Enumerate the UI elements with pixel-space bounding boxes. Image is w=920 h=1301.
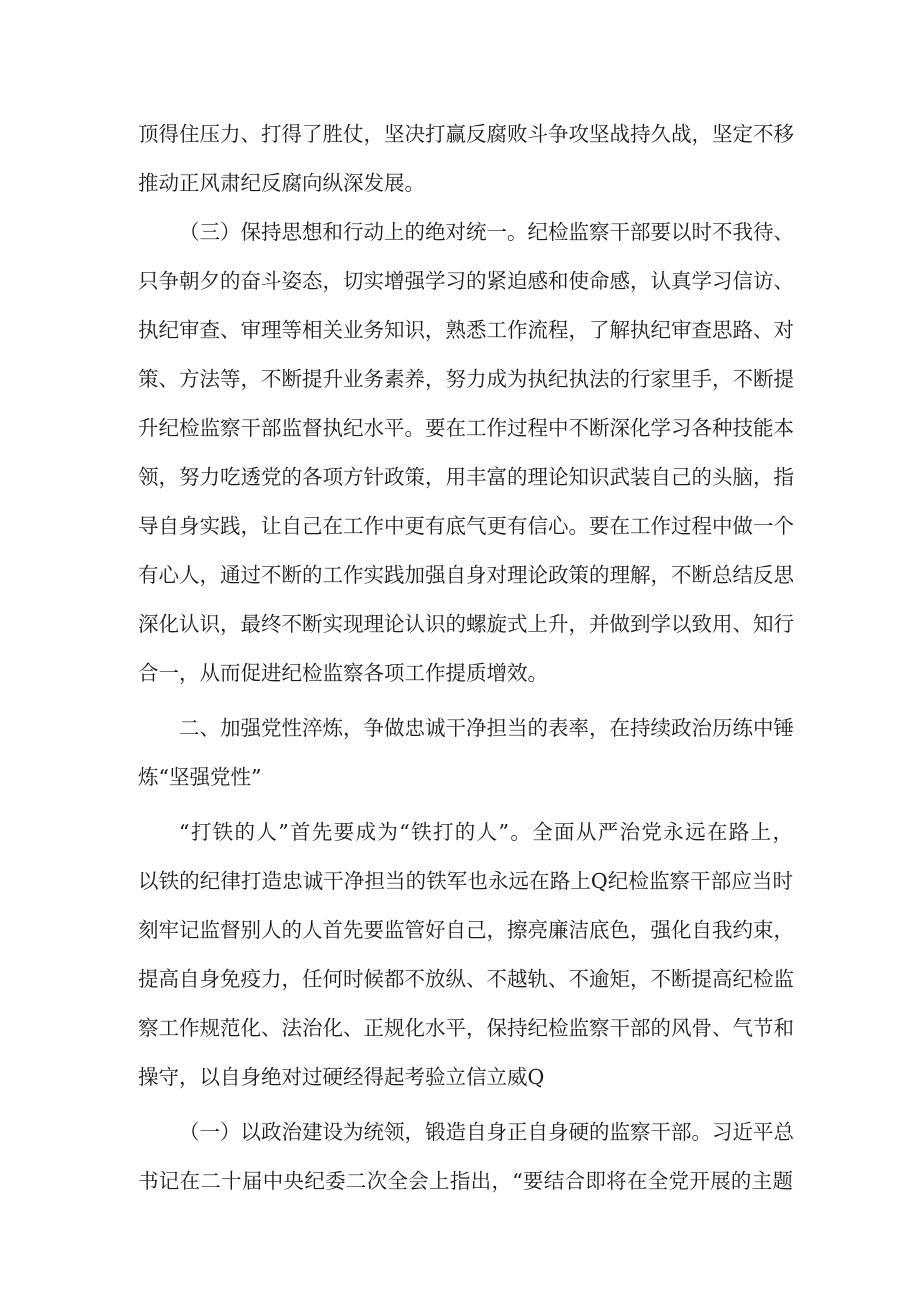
paragraph-line: 顶得住压力、打得了胜仗，坚决打赢反腐败斗争攻坚战持久战，坚定不移 <box>138 122 794 146</box>
paragraph-line: 推动正风肃纪反腐向纵深发展。 <box>138 171 425 195</box>
paragraph-line: 刻牢记监督别人的人首先要监管好自己，擦亮廉洁底色，强化自我约束， <box>138 918 794 942</box>
paragraph-line: 操守，以自身绝对过硬经得起考验立信立威Q <box>138 1065 545 1089</box>
section-heading-line: （三）保持思想和行动上的绝对统一。纪检监察干部要以时不我待、 <box>179 220 794 244</box>
paragraph-line: 深化认识，最终不断实现理论认识的螺旋式上升，并做到学以致用、知行 <box>138 612 794 636</box>
paragraph-line: 以铁的纪律打造忠诚干净担当的铁军也永远在路上Q纪检监察干部应当时 <box>138 869 793 893</box>
chapter-heading-line: 炼“坚强党性” <box>138 765 262 789</box>
paragraph-line: 领，努力吃透党的各项方针政策，用丰富的理论知识武装自己的头脑，指 <box>138 465 794 489</box>
paragraph-line: 策、方法等，不断提升业务素养，努力成为执纪执法的行家里手，不断提 <box>138 367 794 391</box>
chapter-heading-line: 二、加强党性淬炼，争做忠诚干净担当的表率，在持续政治历练中锤 <box>179 716 794 740</box>
paragraph-line: 导自身实践，让自己在工作中更有底气更有信心。要在工作过程中做一个 <box>138 514 794 538</box>
paragraph-line: 书记在二十届中央纪委二次全会上指出，“要结合即将在全党开展的主题 <box>138 1169 793 1193</box>
paragraph-line: 察工作规范化、法治化、正规化水平，保持纪检监察干部的风骨、气节和 <box>138 1016 794 1040</box>
paragraph-line: 只争朝夕的奋斗姿态，切实增强学习的紧迫感和使命感，认真学习信访、 <box>138 269 794 293</box>
paragraph-line: 有心人，通过不断的工作实践加强自身对理论政策的理解，不断总结反思 <box>138 563 794 587</box>
paragraph-line: 升纪检监察干部监督执纪水平。要在工作过程中不断深化学习各种技能本 <box>138 416 794 440</box>
paragraph-line: 合一，从而促进纪检监察各项工作提质增效。 <box>138 661 548 685</box>
section-heading-line: （一）以政治建设为统领，锻造自身正自身硬的监察干部。习近平总 <box>179 1120 794 1144</box>
paragraph-line: “打铁的人”首先要成为“铁打的人”。全面从严治党永远在路上， <box>179 820 793 844</box>
paragraph-line: 执纪审查、审理等相关业务知识，熟悉工作流程，了解执纪审查思路、对 <box>138 318 794 342</box>
paragraph-line: 提高自身免疫力，任何时候都不放纵、不越轨、不逾矩，不断提高纪检监 <box>138 967 794 991</box>
